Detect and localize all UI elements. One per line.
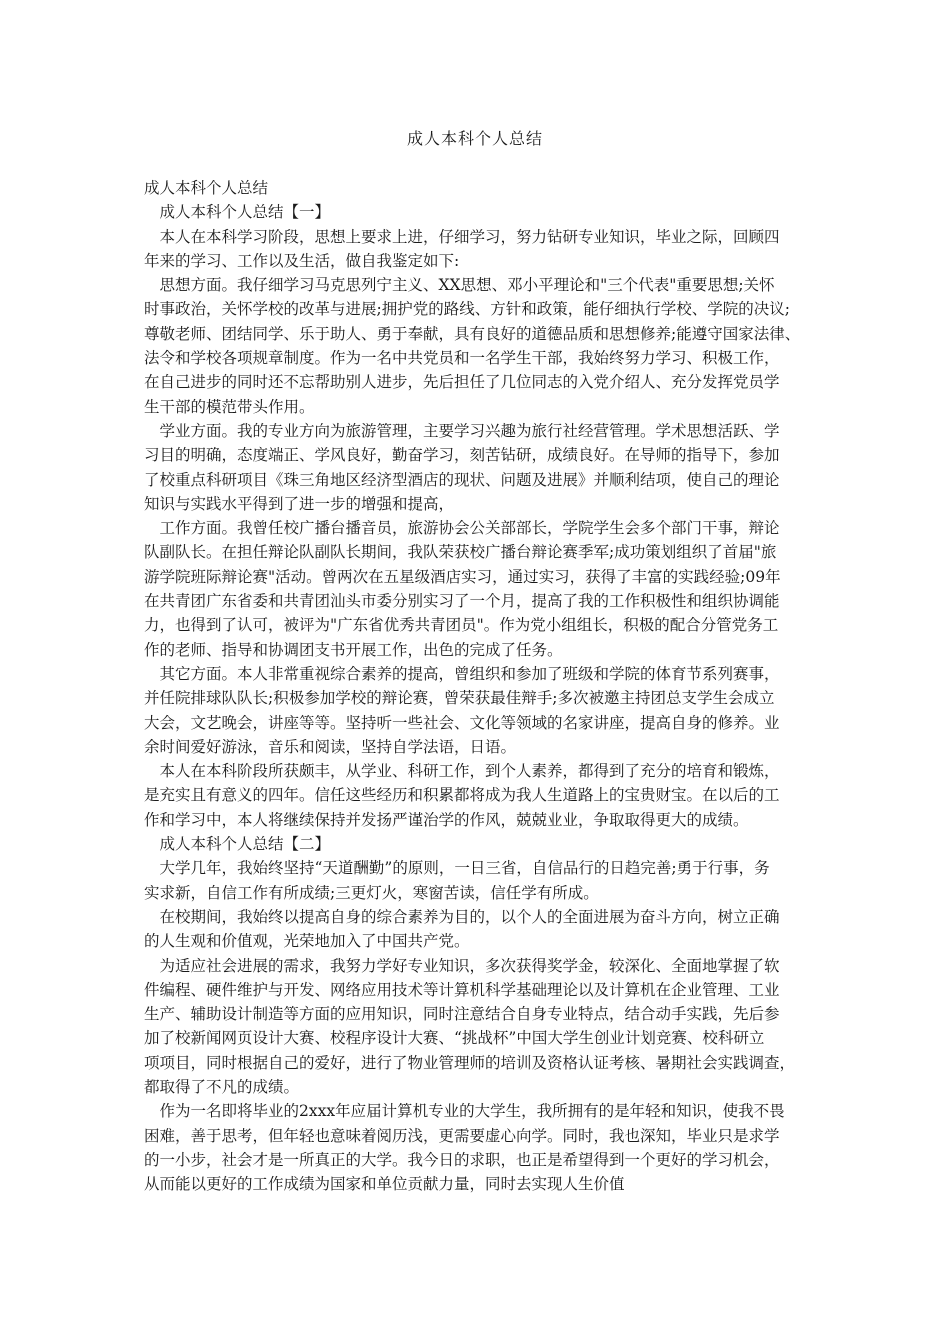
text-line: 实求新，自信工作有所成绩;三更灯火，寒窗苦读，信任学有所成。 [144, 883, 599, 902]
text-line: 困难，善于思考，但年轻也意味着阅历浅，更需要虚心向学。同时，我也深知，毕业只是求学 [144, 1126, 780, 1145]
text-line: 成人本科个人总结【一】 [144, 203, 331, 222]
text-line: 法令和学校各项规章制度。作为一名中共党员和一名学生干部，我始终努力学习、积极工作， [144, 349, 780, 368]
text-line: 余时间爱好游泳，音乐和阅读，坚持自学法语，日语。 [144, 737, 517, 756]
text-line: 思想方面。我仔细学习马克思列宁主义、XX思想、邓小平理论和"三个代表"重要思想;关怀 [144, 276, 775, 295]
text-line: 大学几年，我始终坚持“天道酬勤”的原则，一日三省，自信品行的日趋完善;勇于行事，务 [144, 859, 770, 878]
text-line: 生干部的模范带头作用。 [144, 397, 315, 416]
text-line: 件编程、硬件维护与开发、网络应用技术等计算机科学基础理论以及计算机在企业管理、工业 [144, 980, 780, 999]
text-line: 队副队长。在担任辩论队副队长期间，我队荣获校广播台辩论赛季军;成功策划组织了首届"旅 [144, 543, 777, 562]
document-body [144, 176, 820, 1196]
text-line: 本人在本科阶段所获颇丰，从学业、科研工作，到个人素养，都得到了充分的培育和锻炼， [144, 762, 780, 781]
text-line: 从而能以更好的工作成绩为国家和单位贡献力量，同时去实现人生价值 [144, 1175, 625, 1194]
text-line: 年来的学习、工作以及生活，做自我鉴定如下: [144, 251, 460, 270]
text-line: 尊敬老师、团结同学、乐于助人、勇于奉献，具有良好的道德品质和思想修养;能遵守国家法律、 [144, 324, 801, 343]
text-line: 工作方面。我曾任校广播台播音员，旅游协会公关部部长，学院学生会多个部门干事，辩论 [144, 519, 780, 538]
text-line: 在校期间，我始终以提高自身的综合素养为目的，以个人的全面进展为奋斗方向，树立正确 [144, 907, 780, 926]
document-title: 成人本科个人总结 [406, 129, 543, 148]
text-line: 知识与实践水平得到了进一步的增强和提高， [144, 494, 455, 513]
text-line: 在共青团广东省委和共青团汕头市委分别实习了一个月，提高了我的工作积极性和组织协调能 [144, 592, 780, 611]
text-line: 学业方面。我的专业方向为旅游管理，主要学习兴趣为旅行社经营管理。学术思想活跃、学 [144, 421, 780, 440]
text-line: 是充实且有意义的四年。信任这些经历和积累都将成为我人生道路上的宝贵财宝。在以后的工 [144, 786, 780, 805]
text-line: 习目的明确，态度端正、学风良好，勤奋学习，刻苦钻研，成绩良好。在导师的指导下，参加 [144, 446, 780, 465]
text-line: 生产、辅助设计制造等方面的应用知识，同时注意结合自身专业特点，结合动手实践，先后参 [144, 1005, 780, 1024]
text-line: 游学院班际辩论赛"活动。曾两次在五星级酒店实习，通过实习，获得了丰富的实践经验;09年 [144, 567, 781, 586]
text-line: 为适应社会进展的需求，我努力学好专业知识，多次获得奖学金，较深化、全面地掌握了软 [144, 956, 780, 975]
text-line: 作的老师、指导和协调团支书开展工作，出色的完成了任务。 [144, 640, 563, 659]
text-line: 力，也得到了认可，被评为"广东省优秀共青团员"。作为党小组组长，积极的配合分管党务工 [144, 616, 779, 635]
text-line: 本人在本科学习阶段，思想上要求上进，仔细学习，努力钻研专业知识，毕业之际，回顾四 [144, 227, 780, 246]
text-line: 项项目，同时根据自己的爱好，进行了物业管理师的培训及资格认证考核、暑期社会实践调查， [144, 1053, 796, 1072]
text-line: 加了校新闻网页设计大赛、校程序设计大赛、“挑战杯”中国大学生创业计划竞赛、校科研立 [144, 1029, 765, 1048]
text-line: 大会，文艺晚会，讲座等等。坚持听一些社会、文化等领域的名家讲座，提高自身的修养。业 [144, 713, 780, 732]
text-line: 作为一名即将毕业的2xxx年应届计算机专业的大学生，我所拥有的是年轻和知识，使我不畏 [144, 1102, 785, 1121]
text-line: 在自己进步的同时还不忘帮助别人进步，先后担任了几位同志的入党介绍人、充分发挥党员学 [144, 373, 780, 392]
text-line: 并任院排球队队长;积极参加学校的辩论赛，曾荣获最佳辩手;多次被邀主持团总支学生会成立 [144, 689, 775, 708]
text-line: 作和学习中，本人将继续保持并发扬严谨治学的作风，兢兢业业，争取取得更大的成绩。 [144, 810, 749, 829]
text-line: 的人生观和价值观，光荣地加入了中国共产党。 [144, 932, 470, 951]
text-line: 时事政治，关怀学校的改革与进展;拥护党的路线、方针和政策，能仔细执行学校、学院的决议; [144, 300, 790, 319]
text-line: 成人本科个人总结【二】 [144, 835, 331, 854]
text-line: 的一小步，社会才是一所真正的大学。我今日的求职，也正是希望得到一个更好的学习机会， [144, 1150, 780, 1169]
text-line: 成人本科个人总结 [144, 179, 269, 197]
text-line: 了校重点科研项目《珠三角地区经济型酒店的现状、问题及进展》并顺利结项，使自己的理论 [144, 470, 780, 489]
text-line: 都取得了不凡的成绩。 [144, 1077, 300, 1096]
text-line: 其它方面。本人非常重视综合素养的提高，曾组织和参加了班级和学院的体育节系列赛事， [144, 664, 780, 683]
